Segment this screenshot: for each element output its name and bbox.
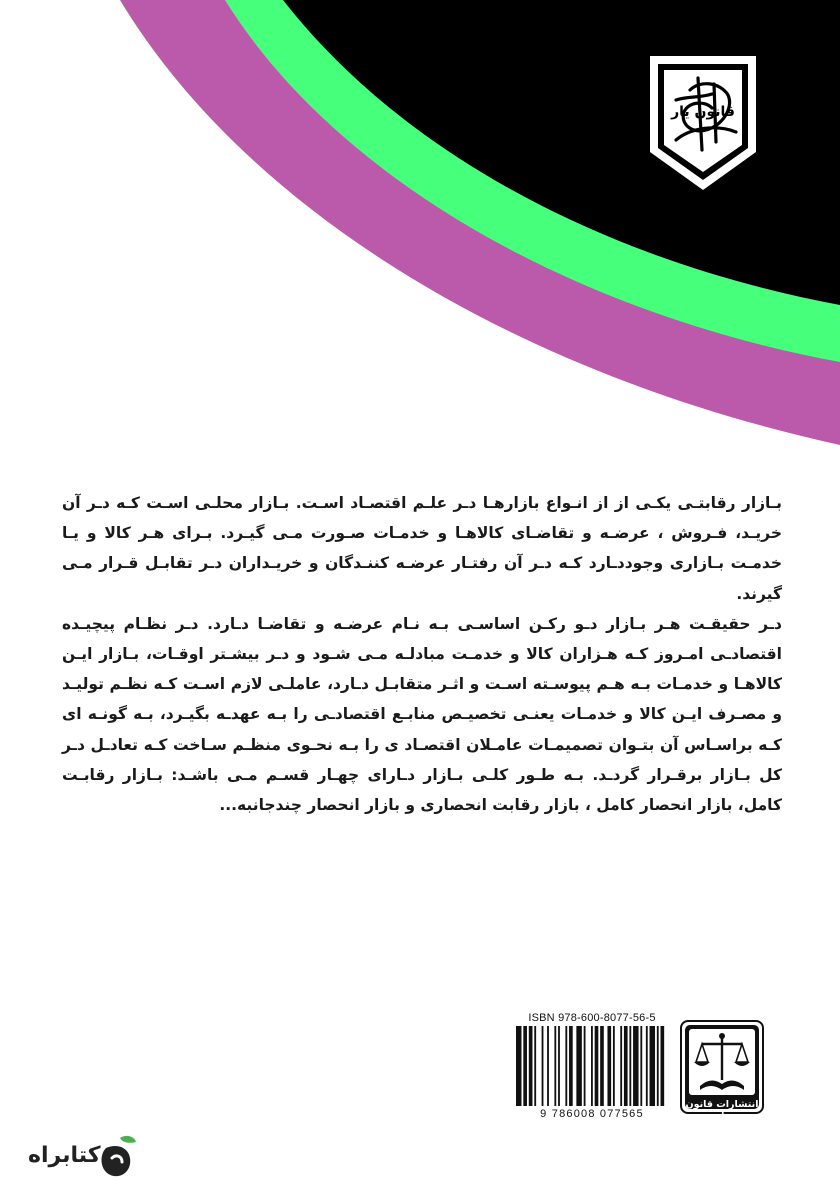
barcode-bar — [542, 1026, 544, 1106]
emblem-calligraphy: قانون یار — [671, 104, 735, 120]
back-cover-blurb — [62, 488, 782, 820]
isbn-barcode — [512, 1012, 672, 1124]
barcode-bar — [595, 1026, 599, 1106]
barcode-bar — [554, 1026, 556, 1106]
barcode-bar — [600, 1026, 604, 1106]
barcode-bar — [584, 1026, 586, 1106]
barcode-bar — [633, 1026, 638, 1106]
cover-artwork — [0, 0, 840, 460]
barcode-bar — [607, 1026, 611, 1106]
barcode-bar — [657, 1026, 659, 1106]
barcode-bar — [620, 1026, 622, 1106]
isbn-label: ISBN 978-600-8077-56-5 — [528, 1012, 656, 1024]
barcode-bar — [547, 1026, 549, 1106]
barcode-bar — [591, 1026, 593, 1106]
barcode-bar — [558, 1026, 560, 1106]
barcode-bar — [650, 1026, 655, 1106]
barcode-bar — [646, 1026, 648, 1106]
barcode-bar — [529, 1026, 533, 1106]
isbn-digits: 9 786008 077565 — [540, 1108, 644, 1120]
barcode-bars — [516, 1026, 666, 1106]
barcode-bar — [629, 1026, 631, 1106]
brand-name: کتابراه — [28, 1143, 101, 1168]
barcode-bar — [516, 1026, 521, 1106]
barcode-bar — [565, 1026, 567, 1106]
barcode-bar — [534, 1026, 536, 1106]
publisher-name: انتشارات قانون یار — [685, 1099, 759, 1121]
barcode-bar — [576, 1026, 581, 1106]
blurb-paragraph-1: بـازار رقابتـی یکـی از از انـواع بازارهـا دـر علـم اقتصـاد اسـت. بـازار محلـی اسـت کـه دـر آن خریـد، فـروش ، عرضـه و تقاضـای کالاهـا و خدمـات صـورت مـی گیـرد. بـرای هـر کالا و یـا خدمـت بـازاری وجوددـارد کـه دـر آن رفتـار عرضـه کننـدگان و خریـداران دـر تقابـل قـرار مـی گیرند. — [62, 494, 782, 603]
barcode-bar — [624, 1026, 628, 1106]
barcode-bar — [640, 1026, 642, 1106]
barcode-bar — [613, 1026, 615, 1106]
barcode-bar — [523, 1026, 527, 1106]
barcode-bar — [661, 1026, 665, 1106]
barcode-bar — [569, 1026, 573, 1106]
blurb-paragraph-2: دـر حقیقـت هـر بـازار دـو رکـن اساسـی بـه نـام عرضـه و تقاضـا دـارد. دـر نظـام پیچیـده اقتصادـی امـروز کـه هـزاران کالا و خدمـت مبادلـه مـی شـود و دـر بیشـتر اوقـات، بـازار ایـن کالاهـا و خدمـات بـه هـم پیوسـته اسـت و اثـر متقابـل دـارد، عاملـی لازم اسـت کـه نظـم تولیـد و مصـرف ایـن کالا و خدمـات یعنـی تخصیـص منابـع اقتصادـی را بـه عهدـه بگیـرد، بـه گونـه ای کـه براسـاس آن بتـوان تصمیمـات عامـلان اقتصـاد ی را بـه نحـوی منظـم سـاخت کـه تعادـل دـر کل بـازار برقـرار گردـد. بـه طـور کلـی بـازار دـارای چهـار قسـم مـی باشـد: بـازار رقابـت کامل، بازار انحصار کامل ، بازار رقابت انحصاری و بازار انحصار چندجانبه... — [62, 614, 782, 815]
